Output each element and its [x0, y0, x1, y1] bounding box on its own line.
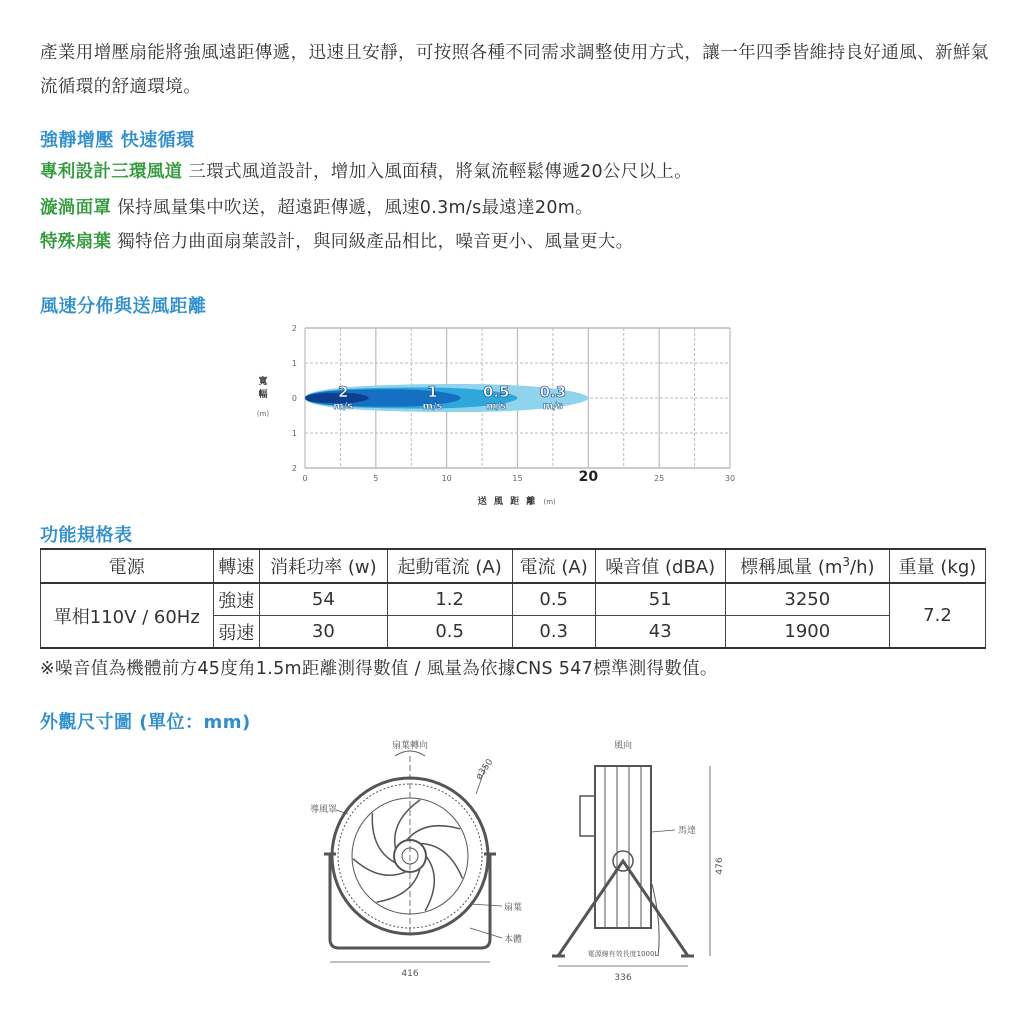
header-start-current: 起動電流 (A)	[387, 549, 512, 583]
label-diameter: ø350	[474, 757, 496, 782]
label-motor: 馬達	[678, 826, 697, 836]
cell-start-current: 0.5	[387, 616, 512, 649]
label-blade: 扇葉	[504, 903, 523, 913]
fan-blade-curve	[377, 869, 420, 903]
feature-text: 三環式風道設計，增加入風面積，將氣流輕鬆傳遞20公尺以上。	[188, 162, 692, 182]
cell-noise: 43	[595, 616, 725, 649]
x-tick-label: 5	[373, 474, 379, 483]
side-motor-box	[580, 796, 595, 836]
fan-blade-curve	[425, 856, 434, 911]
side-body	[595, 766, 651, 928]
zone-unit-label: m/s	[333, 401, 354, 412]
fan-blade-curve	[420, 843, 462, 878]
blade-leader	[470, 904, 502, 906]
zone-speed-label: 0.5	[482, 383, 510, 401]
cell-airflow: 1900	[725, 616, 889, 649]
cell-current: 0.3	[512, 616, 595, 649]
power-cord	[652, 884, 659, 956]
zone-speed-label: 2	[338, 383, 349, 401]
y-tick-label: 2	[291, 324, 297, 333]
feature-key: 漩渦面罩	[40, 198, 112, 218]
feature-text: 保持風量集中吹送，超遠距傳遞，風速0.3m/s最遠達20m。	[117, 198, 593, 218]
y-axis-unit: (m)	[256, 410, 270, 418]
zone-speed-label: 1	[427, 383, 438, 401]
side-view	[552, 766, 710, 966]
cell-start-current: 1.2	[387, 583, 512, 616]
front-view	[324, 751, 502, 962]
label-height: 476	[715, 857, 725, 875]
label-blade-direction: 扇葉轉向	[391, 741, 429, 751]
label-width-side: 336	[614, 973, 632, 983]
x-tick-label: 25	[654, 474, 665, 483]
x-tick-label: 30	[724, 474, 736, 483]
blade-curves	[353, 800, 462, 911]
motor-leader	[651, 830, 675, 832]
zone-unit-label: m/s	[542, 401, 563, 412]
label-width-front: 416	[401, 969, 419, 979]
airflow-sup: 3	[842, 555, 851, 569]
dimension-drawing-svg	[290, 734, 750, 994]
header-airflow	[725, 549, 889, 583]
dims-title: 外觀尺寸圖 (單位：mm)	[40, 712, 251, 733]
zone-speed-label: 0.3	[539, 383, 567, 401]
x-tick-label: 15	[512, 474, 523, 483]
body-leader	[470, 928, 502, 938]
x-tick-label: 0	[302, 474, 308, 483]
features-title: 強靜增壓 快速循環	[40, 130, 195, 151]
header-current: 電流 (A)	[512, 549, 595, 583]
wind-chart-svg	[255, 318, 755, 518]
weight-value: 7.2	[889, 583, 985, 648]
x-tick-label: 10	[441, 474, 452, 483]
power-value: 單相110V / 60Hz	[41, 583, 214, 648]
zone-unit-label: m/s	[422, 401, 443, 412]
wind-distribution-chart	[255, 318, 755, 518]
feature-key: 專利設計三環風道	[40, 162, 183, 182]
intro-paragraph: 產業用增壓扇能將強風遠距傳遞，迅速且安靜，可按照各種不同需求調整使用方式，讓一年四季皆維持良好通風、新鮮氣流循環的舒適環境。	[40, 43, 989, 97]
header-power: 電源	[41, 549, 214, 583]
cell-consumption: 54	[259, 583, 387, 616]
x-axis-label: 送 風 距 離	[477, 497, 538, 507]
feature-item	[40, 158, 692, 183]
label-cord: 電源線有效長度1000L	[587, 950, 659, 958]
spec-note: ※噪音值為機體前方45度角1.5m距離測得數值 / 風量為依據CNS 547標準測得數值。	[40, 659, 718, 679]
y-tick-label: 0	[291, 394, 297, 403]
spec-title: 功能規格表	[40, 525, 133, 546]
x-axis-unit: (m)	[543, 498, 556, 506]
header-speed: 轉速	[213, 549, 259, 583]
cell-speed: 弱速	[213, 616, 259, 649]
y-tick-label: 2	[291, 464, 297, 473]
header-consumption: 消耗功率 (w)	[259, 549, 387, 583]
y-tick-label: 1	[291, 359, 297, 368]
y-tick-label: 1	[291, 429, 297, 438]
header-noise: 噪音值 (dBA)	[595, 549, 725, 583]
dimension-drawing	[290, 734, 750, 994]
cell-consumption: 30	[259, 616, 387, 649]
feature-item	[40, 194, 593, 219]
airflow-suffix: /h)	[850, 557, 875, 578]
airflow-prefix: 標稱風量 (m	[740, 557, 843, 578]
feature-text: 獨特倍力曲面扇葉設計，與同級產品相比，噪音更小、風量更大。	[117, 232, 634, 252]
table-row	[41, 583, 986, 616]
label-body: 本體	[504, 935, 523, 945]
feature-item	[40, 228, 633, 253]
cell-current: 0.5	[512, 583, 595, 616]
cell-noise: 51	[595, 583, 725, 616]
rotation-arrow	[395, 751, 425, 756]
spec-header-row	[41, 549, 986, 583]
fan-blade-curve	[372, 813, 395, 863]
x-tick-label: 20	[578, 469, 599, 485]
y-axis-label: 幅	[258, 390, 268, 400]
spec-table	[40, 548, 986, 649]
header-weight: 重量 (kg)	[889, 549, 985, 583]
cell-airflow: 3250	[725, 583, 889, 616]
label-wind-guide: 導風罩	[310, 805, 338, 815]
y-axis-label: 寬	[258, 377, 268, 387]
cell-speed: 強速	[213, 583, 259, 616]
zone-unit-label: m/s	[486, 401, 507, 412]
wind-title: 風速分佈與送風距離	[40, 296, 207, 317]
fan-blade-curve	[406, 826, 460, 841]
side-stand	[558, 861, 688, 956]
feature-key: 特殊扇葉	[40, 232, 112, 252]
label-wind-direction: 風向	[613, 741, 633, 751]
